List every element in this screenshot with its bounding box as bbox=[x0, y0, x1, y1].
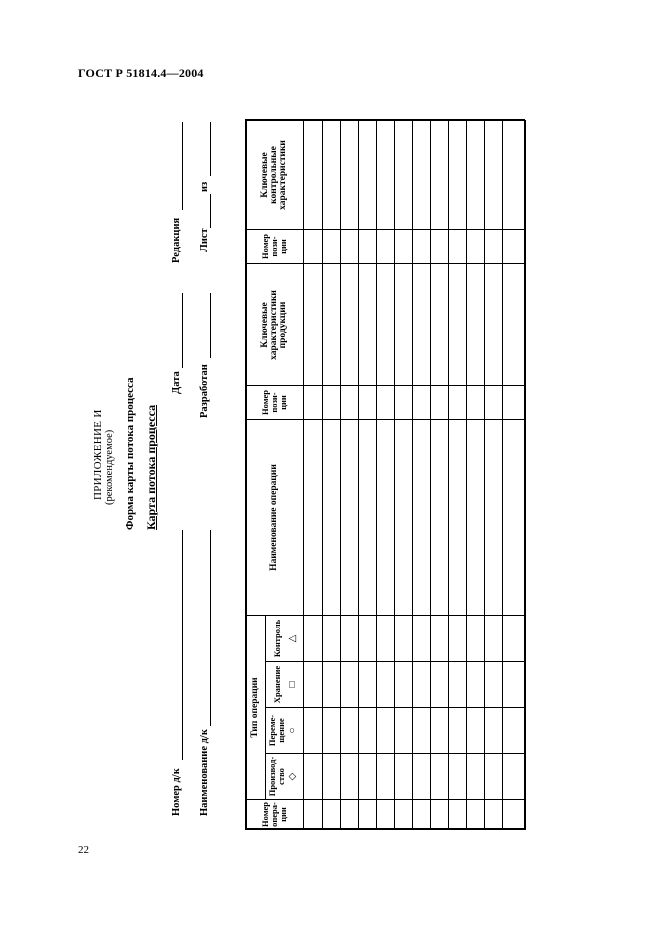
annex-title: ПРИЛОЖЕНИЕ И bbox=[92, 409, 104, 500]
revision-label: Редакция bbox=[171, 217, 182, 263]
col-movement: Переме-щение bbox=[267, 714, 286, 747]
diamond-icon: ◇ bbox=[287, 772, 298, 781]
form-title: Форма карты потока процесса bbox=[124, 377, 136, 530]
sheet-label: Лист bbox=[199, 228, 210, 252]
col-production: Производ-ство bbox=[267, 756, 286, 797]
sheet-line bbox=[210, 194, 211, 228]
part-number-label: Номер д/к bbox=[171, 768, 182, 816]
square-icon: □ bbox=[287, 681, 298, 688]
col-position-number-2: Номер пози-ции bbox=[259, 234, 288, 259]
col-position-number-1: Номер пози-ции bbox=[259, 390, 288, 415]
part-name-line bbox=[210, 530, 211, 726]
circle-icon: ○ bbox=[287, 727, 298, 734]
part-number-line bbox=[182, 530, 183, 760]
revision-line bbox=[182, 122, 183, 210]
col-storage: Хранение bbox=[271, 665, 282, 704]
developed-by-label: Разработан bbox=[199, 364, 210, 418]
annex-status: (рекомендуемое) bbox=[104, 429, 115, 505]
part-name-label: Наименование д/к bbox=[199, 729, 210, 816]
process-flow-table bbox=[245, 120, 525, 830]
col-operation-number: Номер опера-ции bbox=[259, 802, 288, 827]
card-title: Карта потока процесса bbox=[144, 404, 158, 530]
of-line bbox=[210, 122, 211, 176]
col-operation-name: Наименование операции bbox=[268, 464, 279, 571]
of-label: из bbox=[199, 181, 210, 192]
col-control-characteristics: Ключевые контрольные характеристики bbox=[259, 140, 288, 210]
developed-by-line bbox=[210, 293, 211, 358]
date-label: Дата bbox=[171, 371, 182, 394]
page-number: 22 bbox=[78, 844, 89, 856]
rotated-form-sheet bbox=[78, 110, 538, 830]
col-product-characteristics: Ключевые характеристики продукции bbox=[259, 290, 288, 360]
document-header: ГОСТ Р 51814.4—2004 bbox=[78, 66, 204, 80]
date-line bbox=[182, 293, 183, 368]
triangle-icon: △ bbox=[287, 634, 298, 643]
group-operation-type: Тип операции bbox=[250, 677, 260, 738]
col-control: Контроль bbox=[271, 619, 282, 658]
